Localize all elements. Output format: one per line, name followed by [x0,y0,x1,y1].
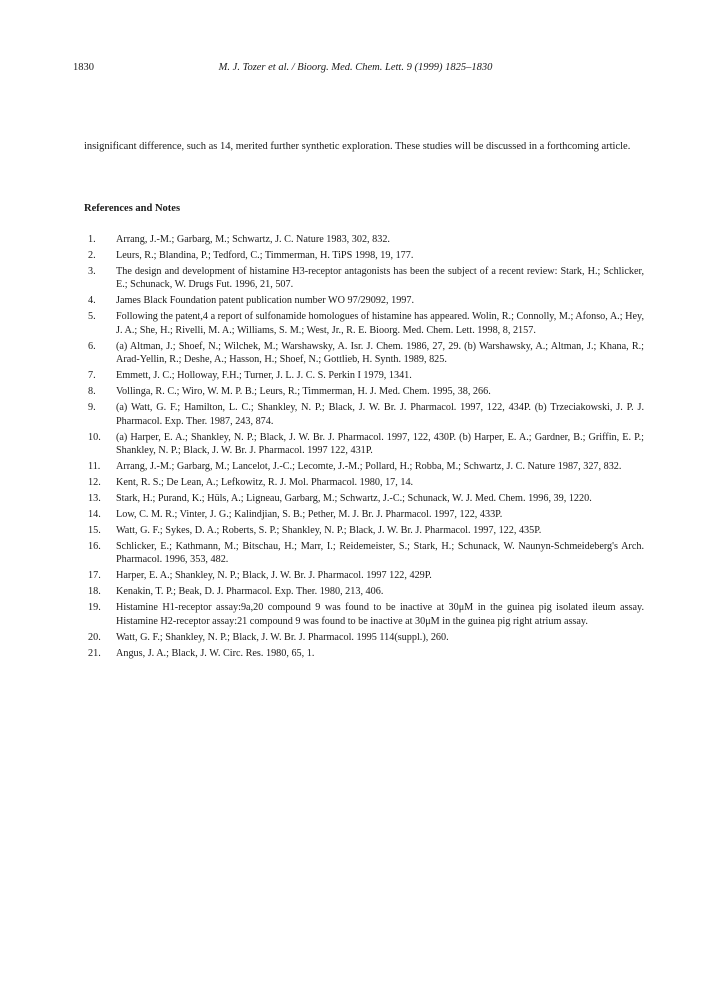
reference-item [0,431,711,458]
reference-number: 21. [88,647,101,659]
reference-text: Kenakin, T. P.; Beak, D. J. Pharmacol. Exp. Ther. 1980, 213, 406. [116,586,384,598]
reference-text: James Black Foundation patent publication number WO 97/29092, 1997. [116,295,415,307]
intro-paragraph: insignificant difference, such as 14, merited further synthetic exploration. These studies will be discussed in a forthcoming article. [84,141,631,152]
references-heading: References and Notes [84,203,181,214]
reference-item [0,385,711,398]
reference-number: 17. [88,570,101,582]
reference-number: 12. [88,477,101,489]
reference-text: The design and development of histamine H3-receptor antagonists has been the subject of a recent review: Stark, H.; Schlicker, E.; Schunack, W. Drugs Fut. 1996, 21, 507. [116,266,644,291]
reference-item [0,249,711,262]
reference-text: Vollinga, R. C.; Wiro, W. M. P. B.; Leurs, R.; Timmerman, H. J. Med. Chem. 1995, 38, 266. [116,386,491,398]
reference-text: Arrang, J.-M.; Garbarg, M.; Schwartz, J. C. Nature 1983, 302, 832. [116,234,390,245]
reference-item [0,647,711,660]
reference-number: 3. [88,266,96,277]
reference-number: 13. [88,493,101,505]
reference-number: 4. [88,295,96,307]
reference-number: 19. [88,602,101,614]
reference-text: Watt, G. F.; Shankley, N. P.; Black, J. W. Br. J. Pharmacol. 1995 114(suppl.), 260. [116,631,449,643]
reference-text: Watt, G. F.; Sykes, D. A.; Roberts, S. P.; Shankley, N. P.; Black, J. W. Br. J. Pharmacol. 1997, 122, 435P. [116,525,542,537]
reference-number: 18. [88,586,101,598]
reference-item [0,585,711,598]
reference-item [0,569,711,582]
reference-text: (a) Altman, J.; Shoef, N.; Wilchek, M.; Warshawsky, A. Isr. J. Chem. 1986, 27, 29. (b) Warshawsky, A.; Altman, J.; Khana, R.; Arad-Yellin, R.; Deshe, A.; Hasson, H.; Shoef, N.; Gottlieb, H. Synth. 1989, 825. [116,340,644,366]
reference-text: Harper, E. A.; Shankley, N. P.; Black, J. W. Br. J. Pharmacol. 1997 122, 429P. [116,570,432,582]
reference-text: Arrang, J.-M.; Garbarg, M.; Lancelot, J.-C.; Lecomte, J.-M.; Pollard, H.; Robba, M.; Schwartz, J. C. Nature 1987, 327, 832. [116,461,622,473]
reference-text: (a) Watt, G. F.; Hamilton, L. C.; Shankley, N. P.; Black, J. W. Br. J. Pharmacol. 1997, 122, 434P. (b) Trzeciakowski, J. P. J. Pharmacol. Exp. Ther. 1987, 243, 874. [116,402,644,427]
references-list [0,233,711,663]
reference-text: Following the patent,4 a report of sulfonamide homologues of histamine has appeared. Wolin, R.; Connolly, M.; Afonso, A.; Hey, J. A.; She, H.; Rivelli, M. A.; Williams, S. M.; West, Jr., R. E. Bioorg. Med. Chem. Lett. 1998, 8, 2157. [116,311,644,336]
reference-text: Kent, R. S.; De Lean, A.; Lefkowitz, R. J. Mol. Pharmacol. 1980, 17, 14. [116,477,414,489]
reference-number: 15. [88,525,101,537]
reference-number: 9. [88,402,96,414]
reference-text: Stark, H.; Purand, K.; Hüls, A.; Ligneau, Garbarg, M.; Schwartz, J.-C.; Schunack, W. J. Med. Chem. 1996, 39, 1220. [116,493,592,505]
running-head: M. J. Tozer et al. / Bioorg. Med. Chem. Lett. 9 (1999) 1825–1830 [218,62,493,73]
reference-item [0,631,711,644]
reference-text: Emmett, J. C.; Holloway, F.H.; Turner, J. L. J. C. S. Perkin I 1979, 1341. [116,370,412,382]
page-number: 1830 [73,62,94,73]
reference-text: (a) Harper, E. A.; Shankley, N. P.; Black, J. W. Br. J. Pharmacol. 1997, 122, 430P. (b) Harper, E. A.; Gardner, B.; Griffin, E. P.; Shankley, N. P.; Black, J. W. Br. J. Pharmacol. 1997 122, 431P. [116,431,644,457]
reference-number: 7. [88,370,96,382]
reference-number: 2. [88,250,96,261]
reference-item [0,601,711,628]
reference-item [0,265,711,292]
reference-number: 5. [88,311,96,323]
reference-item [0,508,711,521]
reference-text: Schlicker, E.; Kathmann, M.; Bitschau, H.; Marr, I.; Reidemeister, S.; Stark, H.; Schunack, W. Naunyn-Schmeideberg's Arch. Pharmacol. 1996, 353, 482. [116,541,644,566]
reference-number: 8. [88,386,96,398]
reference-item [0,310,711,337]
reference-number: 1. [88,234,96,245]
reference-text: Angus, J. A.; Black, J. W. Circ. Res. 1980, 65, 1. [116,647,315,659]
reference-text: Histamine H1-receptor assay:9a,20 compound 9 was found to be inactive at 30μM in the guinea pig isolated ileum assay. Histamine H2-receptor assay:21 compound 9 was found to be inactive at 30μM in the guinea pig right atrium assay. [116,602,644,627]
reference-number: 10. [88,431,101,443]
reference-item [0,233,711,246]
reference-number: 16. [88,541,101,553]
reference-item [0,492,711,505]
reference-number: 6. [88,340,96,352]
reference-item [0,294,711,307]
reference-item [0,401,711,428]
reference-item [0,476,711,489]
reference-item [0,460,711,473]
reference-item [0,369,711,382]
reference-number: 11. [88,461,101,473]
reference-number: 20. [88,631,101,643]
reference-item [0,340,711,367]
reference-number: 14. [88,509,101,521]
page-header [60,62,651,78]
reference-text: Low, C. M. R.; Vinter, J. G.; Kalindjian, S. B.; Pether, M. J. Br. J. Pharmacol. 1997, 122, 433P. [116,509,503,521]
reference-item [0,540,711,567]
reference-item [0,524,711,537]
reference-text: Leurs, R.; Blandina, P.; Tedford, C.; Timmerman, H. TiPS 1998, 19, 177. [116,250,414,261]
